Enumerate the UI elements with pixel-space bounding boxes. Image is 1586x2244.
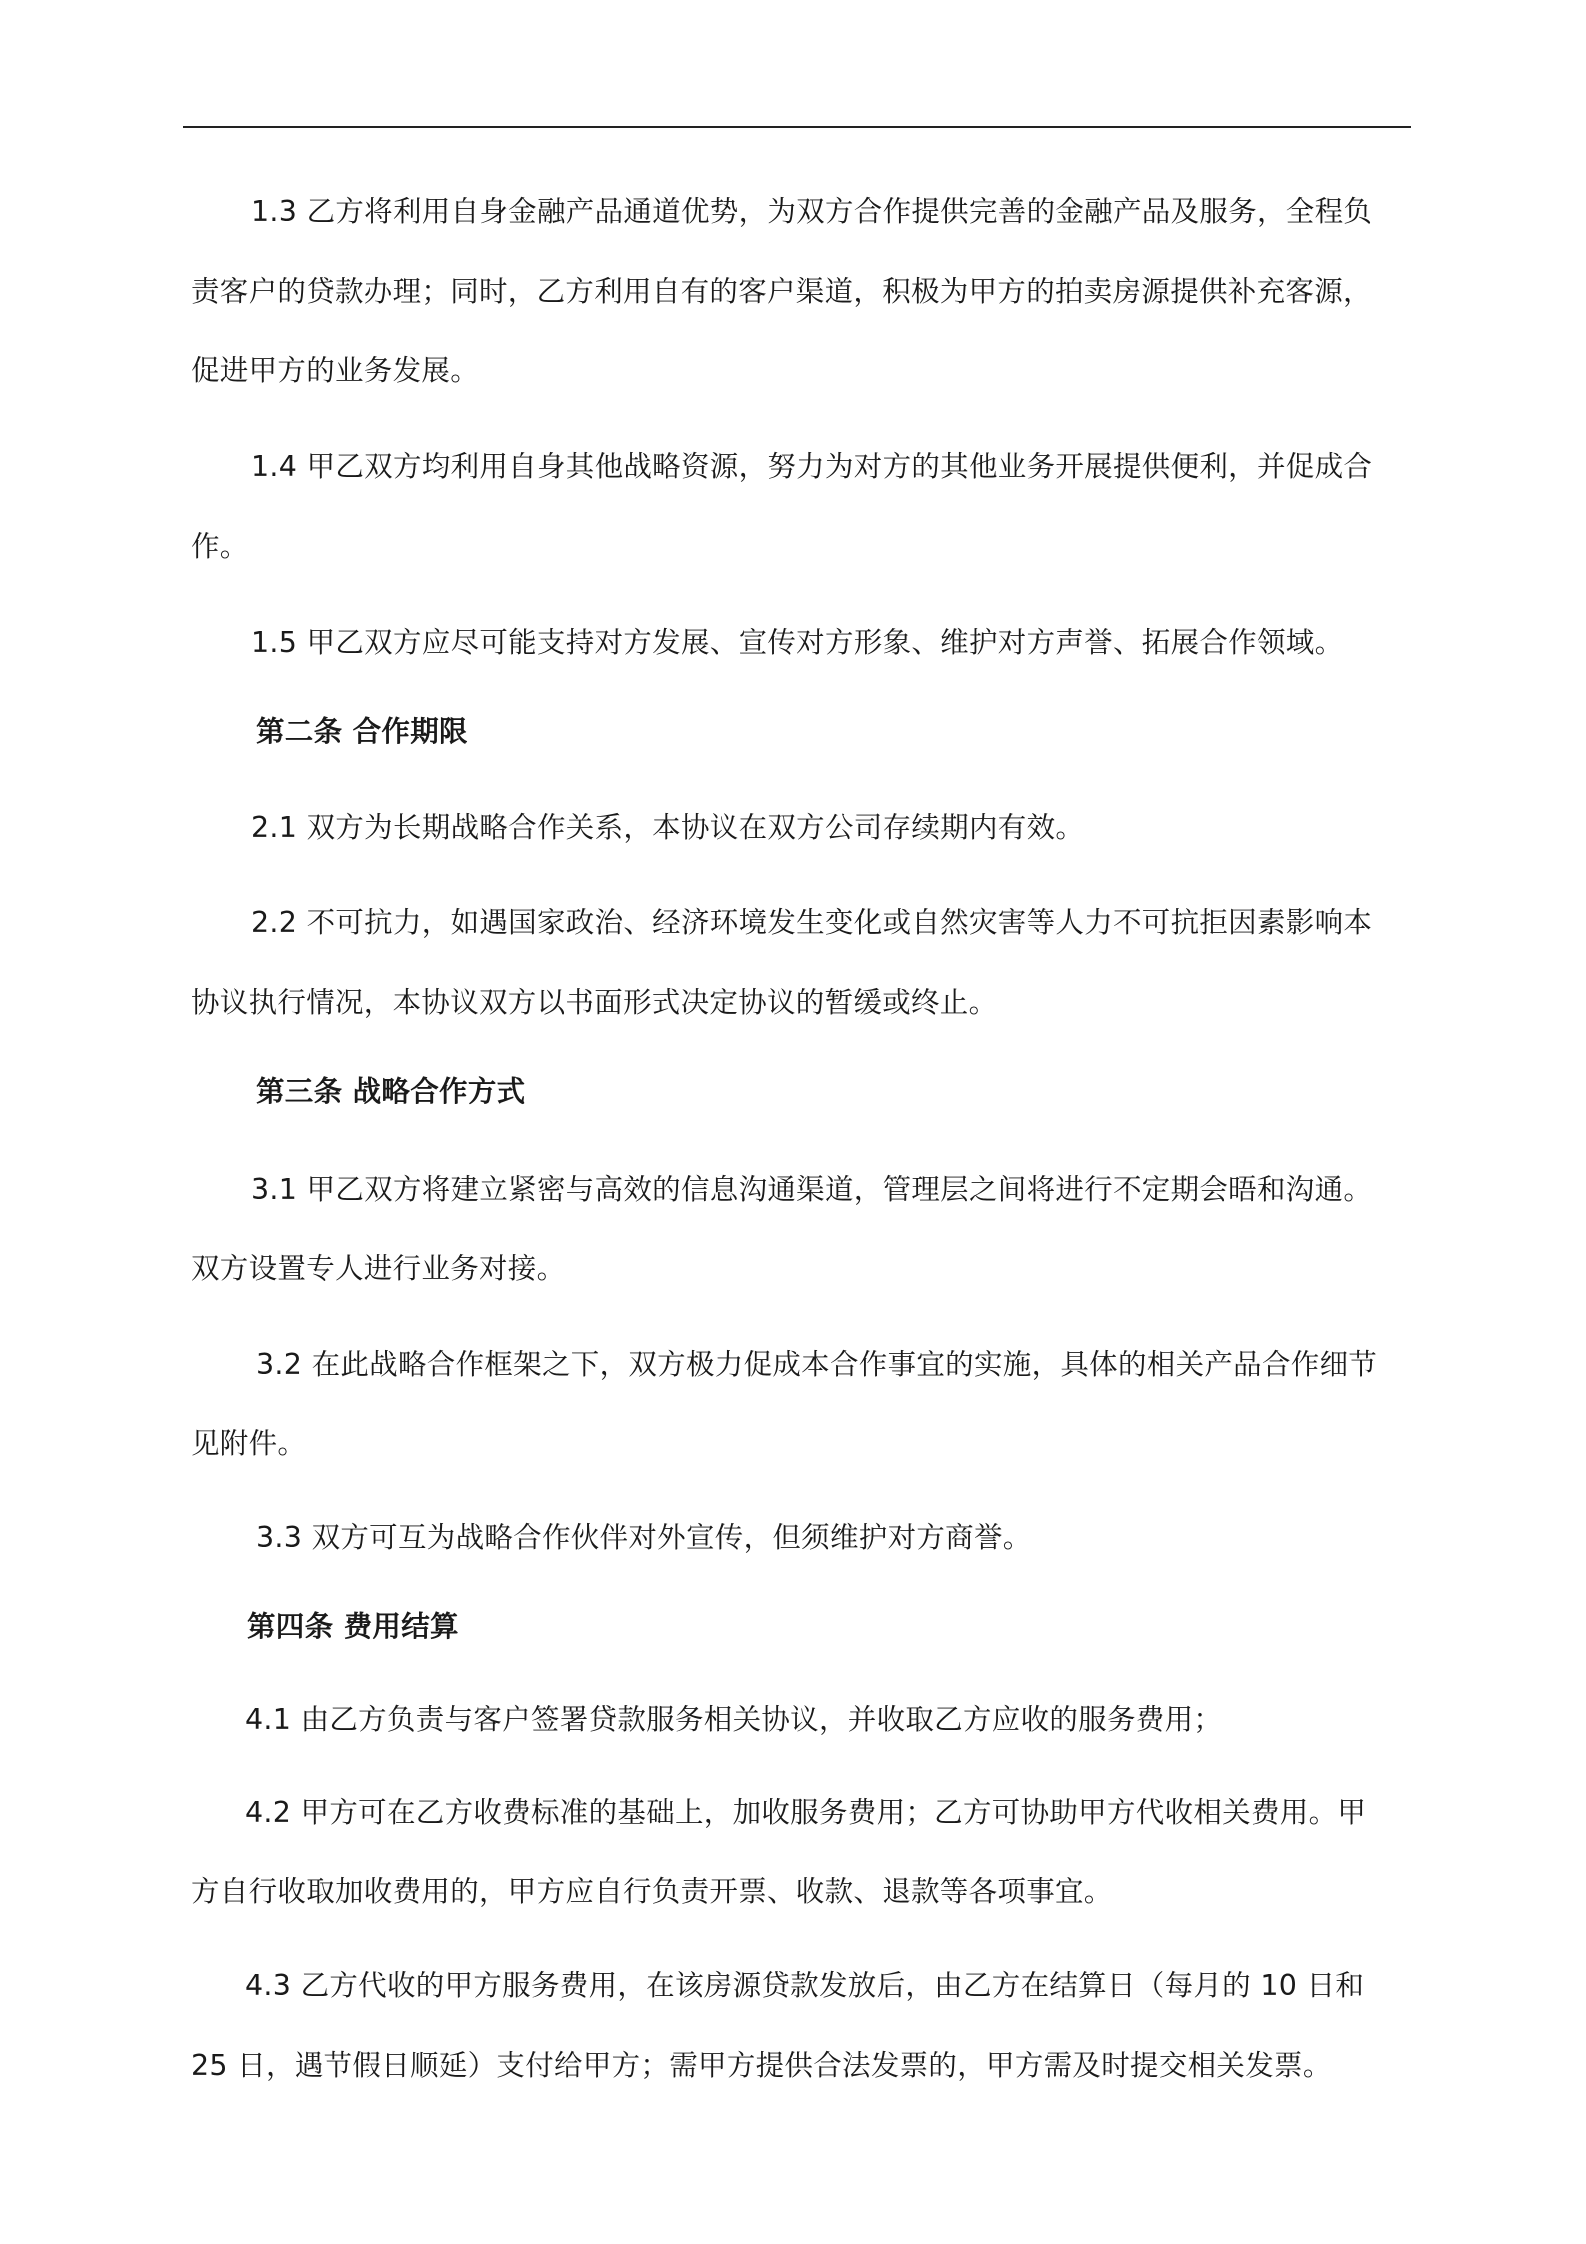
clause-1-3-line-2: 责客户的贷款办理；同时，乙方利用自有的客户渠道，积极为甲方的拍卖房源提供补充客源， bbox=[191, 275, 1372, 308]
clause-3-2-line-1: 3.2 在此战略合作框架之下，双方极力促成本合作事宜的实施，具体的相关产品合作细节 bbox=[256, 1348, 1378, 1381]
clause-3-3-line-1: 3.3 双方可互为战略合作伙伴对外宣传，但须维护对方商誉。 bbox=[256, 1521, 1032, 1554]
clause-1-5-line-1: 1.5 甲乙双方应尽可能支持对方发展、宣传对方形象、维护对方声誉、拓展合作领域。 bbox=[251, 626, 1344, 659]
clause-3-1-line-1: 3.1 甲乙双方将建立紧密与高效的信息沟通渠道，管理层之间将进行不定期会晤和沟通。 bbox=[251, 1173, 1373, 1206]
clause-2-2-line-1: 2.2 不可抗力，如遇国家政治、经济环境发生变化或自然灾害等人力不可抗拒因素影响本 bbox=[251, 906, 1373, 939]
article-4-heading: 第四条 费用结算 bbox=[247, 1610, 459, 1643]
clause-4-1-line-1: 4.1 由乙方负责与客户签署贷款服务相关协议，并收取乙方应收的服务费用； bbox=[245, 1703, 1223, 1736]
clause-1-4-line-2: 作。 bbox=[191, 530, 249, 563]
header-rule bbox=[183, 126, 1411, 128]
clause-1-3-line-1: 1.3 乙方将利用自身金融产品通道优势，为双方合作提供完善的金融产品及服务，全程负 bbox=[251, 195, 1373, 228]
clause-3-2-line-2: 见附件。 bbox=[191, 1427, 307, 1460]
clause-4-3-line-2: 25 日，遇节假日顺延）支付给甲方；需甲方提供合法发票的，甲方需及时提交相关发票。 bbox=[191, 2049, 1332, 2082]
clause-1-4-line-1: 1.4 甲乙双方均利用自身其他战略资源，努力为对方的其他业务开展提供便利，并促成合 bbox=[251, 450, 1373, 483]
article-2-heading: 第二条 合作期限 bbox=[256, 715, 468, 748]
clause-4-2-line-1: 4.2 甲方可在乙方收费标准的基础上，加收服务费用；乙方可协助甲方代收相关费用。甲 bbox=[245, 1796, 1367, 1829]
clause-2-2-line-2: 协议执行情况，本协议双方以书面形式决定协议的暂缓或终止。 bbox=[191, 986, 998, 1019]
clause-1-3-line-3: 促进甲方的业务发展。 bbox=[191, 354, 480, 387]
clause-2-1-line-1: 2.1 双方为长期战略合作关系，本协议在双方公司存续期内有效。 bbox=[251, 811, 1085, 844]
clause-4-2-line-2: 方自行收取加收费用的，甲方应自行负责开票、收款、退款等各项事宜。 bbox=[191, 1875, 1113, 1908]
clause-4-3-line-1: 4.3 乙方代收的甲方服务费用，在该房源贷款发放后，由乙方在结算日（每月的 10 日和 bbox=[245, 1969, 1365, 2002]
article-3-heading: 第三条 战略合作方式 bbox=[256, 1075, 526, 1108]
clause-3-1-line-2: 双方设置专人进行业务对接。 bbox=[191, 1252, 566, 1285]
